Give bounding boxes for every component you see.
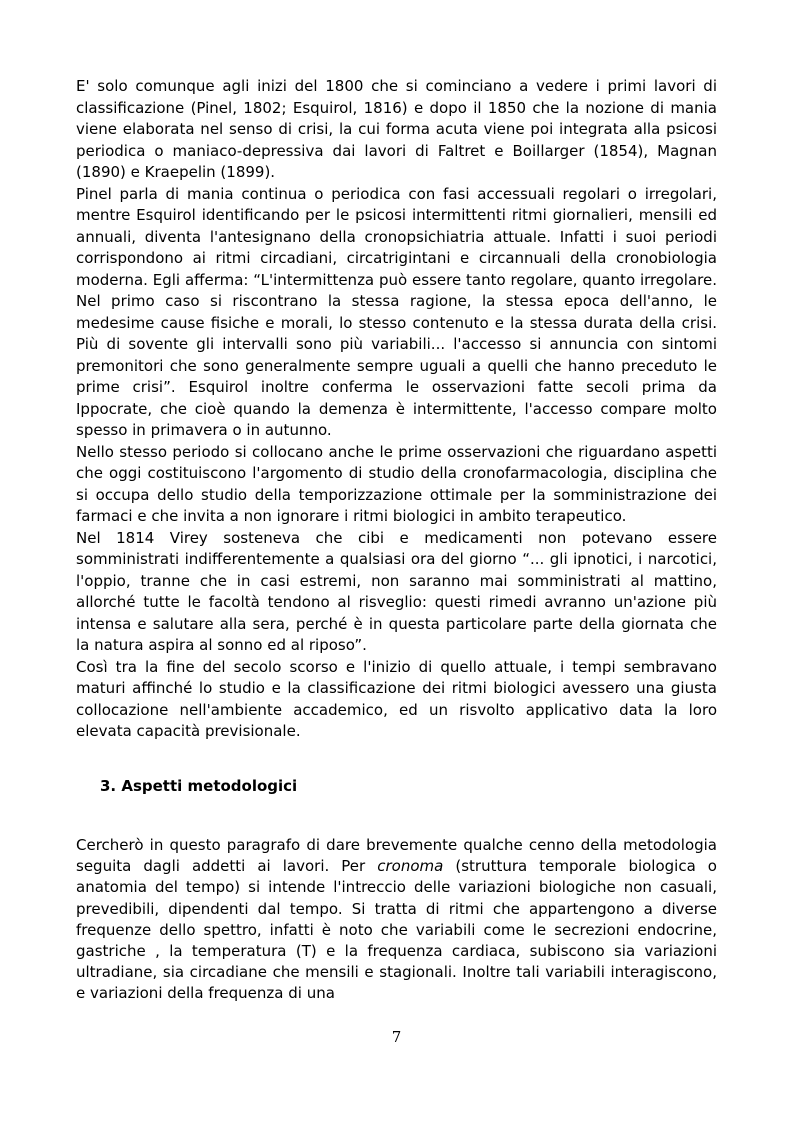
paragraph-virey: Nel 1814 Virey sosteneva che cibi e medicamenti non potevano essere somministrati indifferentemente a qualsiasi ora del giorno “... gli ipnotici, i narcotici, l'oppio, tranne che in casi estremi, non saranno mai somministrati al mattino, allorché tutte le facoltà tendono al risveglio: questi rimedi avranno un'azione più intensa e salutare alla sera, perché è in questa particolare parte della giornata che la natura aspira al sonno ed al riposo”. <box>76 528 717 654</box>
paragraph-cronoma <box>76 835 717 1005</box>
paragraph-pinel-esquirol: Pinel parla di mania continua o periodica con fasi accessuali regolari o irregolari, mentre Esquirol identificando per le psicosi intermittenti ritmi giornalieri, mensili ed annuali, diventa l'antesignano della cronopsichiatria attuale. Infatti i suoi periodi corrispondono ai ritmi circadiani, circatrigintani e circannuali della cronobiologia moderna. Egli afferma: “L'intermittenza può essere tanto regolare, quanto irregolare. Nel primo caso si riscontrano la stessa ragione, la stessa epoca dell'anno, le medesime cause fisiche e morali, lo stesso contenuto e la stessa durata della crisi. Più di sovente gli intervalli sono più variabili... l'accesso si annuncia con sintomi premonitori che sono generalmente sempre uguali a quelli che hanno preceduto le prime crisi”. Esquirol inoltre conferma le osservazioni fatte secoli prima da Ippocrate, che cioè quando la demenza è intermittente, l'accesso compare molto spesso in primavera o in autunno. <box>76 184 717 439</box>
cronoma-term: cronoma <box>377 857 444 876</box>
paragraph-cronofarmacologia: Nello stesso periodo si collocano anche le prime osservazioni che riguardano aspetti che oggi costituiscono l'argomento di studio della cronofarmacologia, disciplina che si occupa dello studio della temporizzazione ottimale per la somministrazione dei farmaci e che invita a non ignorare i ritmi biologici in ambito terapeutico. <box>76 442 717 525</box>
page-number: 7 <box>391 1028 402 1046</box>
body-text <box>76 76 717 743</box>
paragraph-ambiente-accademico: Così tra la fine del secolo scorso e l'inizio di quello attuale, i tempi sembravano maturi affinché lo studio e la classificazione dei ritmi biologici avessero una giusta collocazione nell'ambiente accademico, ed un risvolto applicativo data la loro elevata capacità previsionale. <box>76 657 717 740</box>
section-heading: 3. Aspetti metodologici <box>100 777 298 795</box>
paragraph-classificazione: E' solo comunque agli inizi del 1800 che si cominciano a vedere i primi lavori di classificazione (Pinel, 1802; Esquirol, 1816) e dopo il 1850 che la nozione di mania viene elaborata nel senso di crisi, la cui forma acuta viene poi integrata alla psicosi periodica o maniaco-depressiva dai lavori di Faltret e Boillarger (1854), Magnan (1890) e Kraepelin (1899). <box>76 77 717 181</box>
section-text <box>76 835 717 1005</box>
cronoma-intro-after: (struttura temporale biologica o anatomia del tempo) si intende l'intreccio delle variazioni biologiche non casuali, prevedibili, dipendenti dal tempo. Si tratta di ritmi che appartengono a diverse frequenze dello spettro, infatti è noto che variabili come le secrezioni endocrine, gastriche , la temperatura (T) e la frequenza cardiaca, subiscono sia variazioni ultradiane, sia circadiane che mensili e stagionali. Inoltre tali variabili interagiscono, e variazioni della frequenza di una <box>76 857 717 1003</box>
cronoma-intro-before: Cercherò in questo paragrafo di dare brevemente qualche cenno della metodologia seguita dagli addetti ai lavori. Per <box>76 836 717 876</box>
